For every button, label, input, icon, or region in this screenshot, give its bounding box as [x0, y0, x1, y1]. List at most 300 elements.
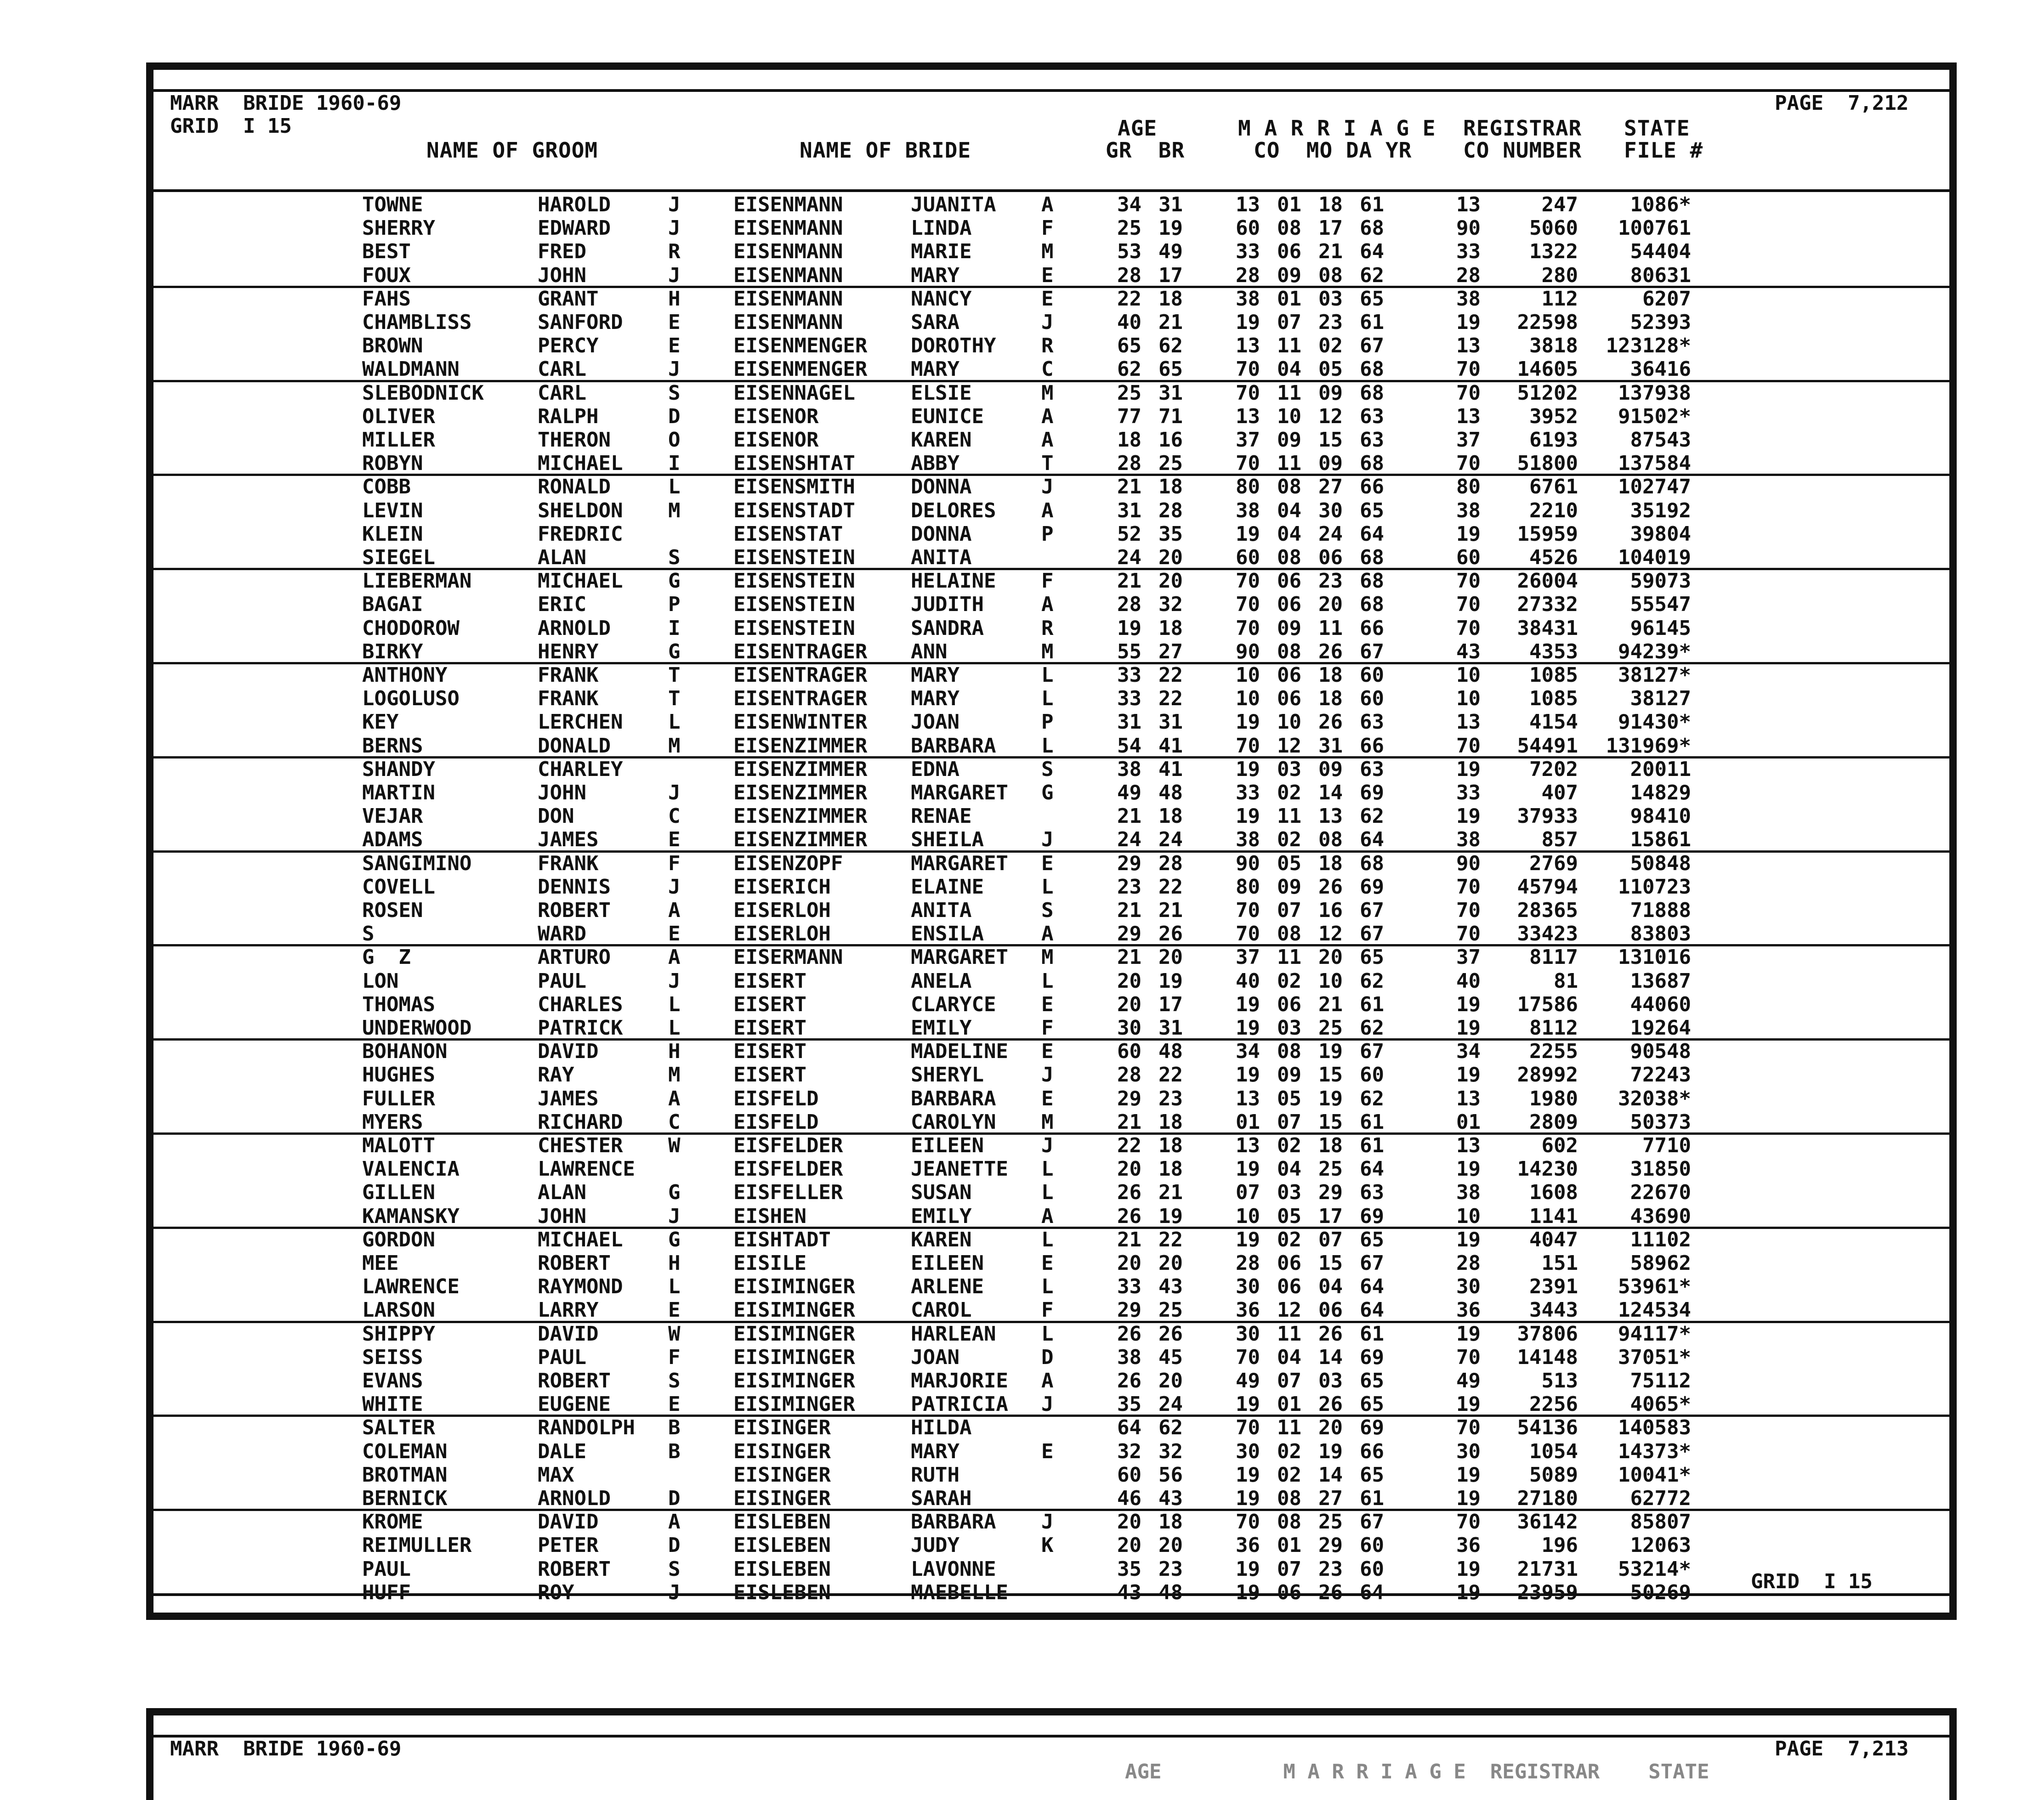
registrar-county: 43 — [1456, 640, 1481, 663]
marriage-month: 08 — [1277, 1040, 1301, 1064]
marriage-county: 19 — [1236, 1463, 1260, 1487]
bride-surname: EISENMANN — [733, 240, 843, 264]
marriage-county: 70 — [1236, 734, 1260, 758]
marriage-year: 68 — [1360, 452, 1384, 475]
table-row — [153, 357, 1949, 381]
bride-first-name: RUTH — [911, 1463, 960, 1487]
table-row — [153, 593, 1949, 616]
state-file-number: 85807 — [1630, 1510, 1691, 1534]
age-groom: 21 — [1117, 945, 1141, 969]
registrar-number: 22598 — [1517, 311, 1578, 334]
marriage-county: 13 — [1236, 334, 1260, 358]
groom-surname: BEST — [362, 240, 411, 264]
marriage-day: 03 — [1318, 1369, 1343, 1392]
registrar-number: 6193 — [1529, 428, 1578, 452]
marriage-year: 66 — [1360, 616, 1384, 640]
marriage-county: 33 — [1236, 240, 1260, 264]
bride-first-name: ANITA — [911, 546, 972, 569]
bride-surname: EISFELD — [733, 1110, 819, 1134]
groom-first-name: PAUL — [538, 969, 586, 993]
age-groom: 20 — [1117, 1510, 1141, 1534]
registrar-county: 19 — [1456, 522, 1481, 546]
marriage-day: 04 — [1318, 1275, 1343, 1299]
age-bride: 27 — [1158, 640, 1183, 663]
state-file-number: 13687 — [1630, 969, 1691, 993]
registrar-number: 54491 — [1517, 734, 1578, 758]
bride-first-name: SHERYL — [911, 1063, 984, 1087]
bride-first-name: MARY — [911, 663, 960, 687]
marriage-month: 02 — [1277, 1463, 1301, 1487]
groom-initial: I — [668, 616, 681, 640]
bride-first-name: MADELINE — [911, 1040, 1008, 1064]
age-bride: 19 — [1158, 1204, 1183, 1228]
marriage-month: 08 — [1277, 640, 1301, 663]
bride-initial: M — [1041, 640, 1054, 663]
marriage-year: 63 — [1360, 757, 1384, 781]
bride-surname: EISENSTEIN — [733, 593, 855, 617]
marriage-year: 66 — [1360, 475, 1384, 499]
table-row — [153, 1110, 1949, 1134]
groom-surname: CHAMBLISS — [362, 311, 472, 334]
groom-initial: R — [668, 240, 681, 264]
registrar-number: 17586 — [1517, 992, 1578, 1016]
bride-first-name: PATRICIA — [911, 1392, 1008, 1416]
groom-first-name: RANDOLPH — [538, 1416, 635, 1440]
marriage-day: 23 — [1318, 1557, 1343, 1581]
marriage-county: 70 — [1236, 1510, 1260, 1534]
bride-surname: EISERLOH — [733, 922, 831, 946]
marriage-month: 08 — [1277, 922, 1301, 946]
groom-surname: THOMAS — [362, 992, 435, 1016]
marriage-county: 70 — [1236, 381, 1260, 405]
registrar-number: 27332 — [1517, 593, 1578, 617]
table-row — [153, 216, 1949, 240]
registrar-county: 19 — [1456, 1580, 1481, 1604]
groom-first-name: LARRY — [538, 1298, 599, 1322]
groom-surname: SHERRY — [362, 216, 435, 240]
age-groom: 20 — [1117, 1534, 1141, 1557]
marriage-day: 15 — [1318, 428, 1343, 452]
bride-initial: G — [1041, 781, 1054, 804]
registrar-number: 4154 — [1529, 710, 1578, 734]
bride-surname: EISLEBEN — [733, 1510, 831, 1534]
groom-initial: J — [668, 1580, 681, 1604]
page-number: PAGE 7,212 — [1775, 91, 1909, 115]
groom-first-name: DALE — [538, 1439, 586, 1463]
bride-initial: L — [1041, 734, 1054, 758]
registrar-number: 23959 — [1517, 1580, 1578, 1604]
registrar-number: 28365 — [1517, 899, 1578, 922]
bride-surname: EISFELLER — [733, 1181, 843, 1205]
registrar-county: 13 — [1456, 193, 1481, 216]
marriage-day: 09 — [1318, 452, 1343, 475]
groom-surname: SLEBODNICK — [362, 381, 484, 405]
age-groom: 33 — [1117, 1275, 1141, 1299]
groom-first-name: JOHN — [538, 781, 586, 804]
bride-first-name: CAROLYN — [911, 1110, 996, 1134]
marriage-day: 03 — [1318, 287, 1343, 311]
age-bride: 26 — [1158, 922, 1183, 946]
bride-surname: EISLEBEN — [733, 1534, 831, 1557]
registrar-county: 90 — [1456, 851, 1481, 875]
groom-surname: FAHS — [362, 287, 411, 311]
bride-first-name: SANDRA — [911, 616, 984, 640]
bride-initial: A — [1041, 593, 1054, 617]
table-row — [153, 311, 1949, 334]
bride-first-name: JEANETTE — [911, 1157, 1008, 1181]
age-groom: 52 — [1117, 522, 1141, 546]
marriage-month: 06 — [1277, 593, 1301, 617]
registrar-number: 513 — [1541, 1369, 1578, 1392]
bride-surname: EISERT — [733, 969, 806, 993]
state-file-number: 35192 — [1630, 498, 1691, 522]
marriage-year: 64 — [1360, 1298, 1384, 1322]
age-bride: 32 — [1158, 1439, 1183, 1463]
state-file-number: 131016 — [1618, 945, 1691, 969]
age-bride: 28 — [1158, 851, 1183, 875]
registrar-county: 13 — [1456, 334, 1481, 358]
age-groom: 20 — [1117, 1157, 1141, 1181]
marriage-county: 40 — [1236, 969, 1260, 993]
marriage-county: 19 — [1236, 1063, 1260, 1087]
marriage-year: 64 — [1360, 1275, 1384, 1299]
age-bride: 18 — [1158, 287, 1183, 311]
marriage-month: 04 — [1277, 357, 1301, 381]
bride-first-name: RENAE — [911, 804, 972, 828]
bride-first-name: KAREN — [911, 1228, 972, 1251]
groom-first-name: RAY — [538, 1063, 574, 1087]
marriage-month: 06 — [1277, 1251, 1301, 1275]
groom-first-name: FRANK — [538, 663, 599, 687]
table-row — [153, 475, 1949, 498]
bride-first-name: MARIE — [911, 240, 972, 264]
registrar-county: 19 — [1456, 804, 1481, 828]
marriage-county: 90 — [1236, 640, 1260, 663]
table-row — [153, 640, 1949, 663]
groom-first-name: ARTURO — [538, 945, 611, 969]
age-groom: 64 — [1117, 1416, 1141, 1440]
groom-surname: BROTMAN — [362, 1463, 448, 1487]
bride-surname: EISENTRAGER — [733, 640, 868, 663]
groom-first-name: ALAN — [538, 1181, 586, 1205]
groom-surname: LEVIN — [362, 498, 423, 522]
bride-initial: L — [1041, 1157, 1054, 1181]
groom-surname: BERNS — [362, 734, 423, 758]
bride-first-name: EILEEN — [911, 1134, 984, 1157]
groom-initial: L — [668, 710, 681, 734]
groom-initial: A — [668, 1510, 681, 1534]
state-file-number: 39804 — [1630, 522, 1691, 546]
marriage-month: 02 — [1277, 1439, 1301, 1463]
marriage-year: 65 — [1360, 1228, 1384, 1251]
groom-initial: E — [668, 311, 681, 334]
registrar-county: 37 — [1456, 945, 1481, 969]
age-groom: 26 — [1117, 1181, 1141, 1205]
bride-surname: EISENMANN — [733, 193, 843, 216]
bride-surname: EISENSTEIN — [733, 616, 855, 640]
bride-initial: L — [1041, 687, 1054, 711]
groom-first-name: LERCHEN — [538, 710, 623, 734]
groom-surname: ADAMS — [362, 828, 423, 852]
bride-initial: F — [1041, 569, 1054, 593]
age-bride: 17 — [1158, 263, 1183, 287]
bride-initial: M — [1041, 381, 1054, 405]
table-row — [153, 922, 1949, 945]
marriage-month: 11 — [1277, 1322, 1301, 1346]
marriage-day: 25 — [1318, 1510, 1343, 1534]
groom-initial: B — [668, 1416, 681, 1440]
groom-surname: COBB — [362, 475, 411, 499]
marriage-month: 06 — [1277, 687, 1301, 711]
state-file-number: 58962 — [1630, 1251, 1691, 1275]
registrar-number: 1141 — [1529, 1204, 1578, 1228]
table-row — [153, 264, 1949, 287]
next-page-report-title: MARR BRIDE 1960-69 — [170, 1737, 402, 1760]
marriage-day: 30 — [1318, 498, 1343, 522]
state-file-number: 71888 — [1630, 899, 1691, 922]
bride-initial: J — [1041, 475, 1054, 499]
table-row — [153, 334, 1949, 357]
table-row — [153, 287, 1949, 311]
state-file-number: 50373 — [1630, 1110, 1691, 1134]
groom-surname: S — [362, 922, 375, 946]
groom-initial: L — [668, 475, 681, 499]
marriage-year: 68 — [1360, 381, 1384, 405]
registrar-number: 407 — [1541, 781, 1578, 804]
bride-first-name: ELSIE — [911, 381, 972, 405]
registrar-number: 4047 — [1529, 1228, 1578, 1251]
marriage-month: 11 — [1277, 804, 1301, 828]
registrar-county: 13 — [1456, 1087, 1481, 1110]
table-row — [153, 1322, 1949, 1346]
age-bride: 19 — [1158, 216, 1183, 240]
age-groom: 28 — [1117, 593, 1141, 617]
marriage-year: 62 — [1360, 1087, 1384, 1110]
bride-surname: EISENZIMMER — [733, 781, 868, 804]
bride-initial: A — [1041, 922, 1054, 946]
age-bride: 32 — [1158, 593, 1183, 617]
groom-first-name: RONALD — [538, 475, 611, 499]
footer-grid-label: GRID I 15 — [1751, 1570, 1873, 1593]
age-bride: 18 — [1158, 616, 1183, 640]
table-row — [153, 193, 1949, 216]
column-header-state: STATE — [1624, 116, 1690, 141]
marriage-month: 11 — [1277, 1416, 1301, 1440]
age-groom: 60 — [1117, 1040, 1141, 1064]
marriage-county: 60 — [1236, 216, 1260, 240]
groom-surname: KAMANSKY — [362, 1204, 460, 1228]
bride-first-name: SARAH — [911, 1487, 972, 1510]
registrar-number: 38431 — [1517, 616, 1578, 640]
age-bride: 22 — [1158, 687, 1183, 711]
groom-surname: ROSEN — [362, 899, 423, 922]
marriage-day: 10 — [1318, 969, 1343, 993]
age-groom: 21 — [1117, 1110, 1141, 1134]
groom-initial: E — [668, 334, 681, 358]
registrar-county: 70 — [1456, 452, 1481, 475]
marriage-day: 26 — [1318, 710, 1343, 734]
state-file-number: 38127* — [1618, 663, 1691, 687]
registrar-number: 45794 — [1517, 875, 1578, 899]
marriage-month: 02 — [1277, 781, 1301, 804]
bride-first-name: KAREN — [911, 428, 972, 452]
age-bride: 49 — [1158, 240, 1183, 264]
registrar-county: 19 — [1456, 1157, 1481, 1181]
bride-initial: E — [1041, 1251, 1054, 1275]
bride-surname: EISIMINGER — [733, 1392, 855, 1416]
groom-first-name: HENRY — [538, 640, 599, 663]
state-file-number: 110723 — [1618, 875, 1691, 899]
bride-surname: EISINGER — [733, 1439, 831, 1463]
marriage-day: 23 — [1318, 569, 1343, 593]
registrar-number: 4526 — [1529, 546, 1578, 569]
bride-first-name: JOAN — [911, 1345, 960, 1369]
report-title: MARR BRIDE 1960-69 — [170, 91, 402, 115]
groom-initial: O — [668, 428, 681, 452]
age-groom: 40 — [1117, 311, 1141, 334]
registrar-county: 36 — [1456, 1534, 1481, 1557]
marriage-year: 67 — [1360, 899, 1384, 922]
age-bride: 19 — [1158, 969, 1183, 993]
bride-surname: EISINGER — [733, 1463, 831, 1487]
groom-first-name: SANFORD — [538, 311, 623, 334]
groom-surname: LOGOLUSO — [362, 687, 460, 711]
registrar-county: 49 — [1456, 1369, 1481, 1392]
groom-surname: VEJAR — [362, 804, 423, 828]
age-bride: 31 — [1158, 381, 1183, 405]
age-groom: 55 — [1117, 640, 1141, 663]
bride-surname: EISENSMITH — [733, 475, 855, 499]
age-groom: 26 — [1117, 1369, 1141, 1392]
age-bride: 43 — [1158, 1487, 1183, 1510]
groom-initial: J — [668, 216, 681, 240]
table-row — [153, 969, 1949, 993]
groom-surname: FULLER — [362, 1087, 435, 1110]
registrar-county: 13 — [1456, 1134, 1481, 1157]
marriage-day: 17 — [1318, 216, 1343, 240]
marriage-month: 08 — [1277, 475, 1301, 499]
state-file-number: 37051* — [1618, 1345, 1691, 1369]
registrar-number: 4353 — [1529, 640, 1578, 663]
bride-initial: E — [1041, 1087, 1054, 1110]
marriage-day: 21 — [1318, 992, 1343, 1016]
marriage-month: 09 — [1277, 1063, 1301, 1087]
bride-surname: EISHEN — [733, 1204, 806, 1228]
registrar-county: 38 — [1456, 498, 1481, 522]
age-bride: 16 — [1158, 428, 1183, 452]
registrar-county: 60 — [1456, 546, 1481, 569]
registrar-number: 2769 — [1529, 851, 1578, 875]
marriage-year: 65 — [1360, 1392, 1384, 1416]
marriage-year: 67 — [1360, 1251, 1384, 1275]
marriage-month: 05 — [1277, 851, 1301, 875]
state-file-number: 62772 — [1630, 1487, 1691, 1510]
registrar-number: 1085 — [1529, 663, 1578, 687]
groom-surname: TOWNE — [362, 193, 423, 216]
marriage-month: 05 — [1277, 1204, 1301, 1228]
state-file-number: 98410 — [1630, 804, 1691, 828]
groom-first-name: DAVID — [538, 1322, 599, 1346]
marriage-county: 10 — [1236, 1204, 1260, 1228]
marriage-year: 64 — [1360, 828, 1384, 852]
bride-first-name: BARBARA — [911, 1087, 996, 1110]
marriage-day: 15 — [1318, 1063, 1343, 1087]
groom-initial: S — [668, 381, 681, 405]
marriage-day: 16 — [1318, 899, 1343, 922]
bride-surname: EISENZIMMER — [733, 757, 868, 781]
registrar-number: 36142 — [1517, 1510, 1578, 1534]
bride-first-name: EDNA — [911, 757, 960, 781]
bride-surname: EISLEBEN — [733, 1580, 831, 1604]
groom-surname: MALOTT — [362, 1134, 435, 1157]
table-row — [153, 381, 1949, 405]
marriage-day: 14 — [1318, 781, 1343, 804]
table-row — [153, 428, 1949, 452]
table-row — [153, 1016, 1949, 1040]
bride-first-name: EILEEN — [911, 1251, 984, 1275]
marriage-year: 64 — [1360, 1580, 1384, 1604]
marriage-month: 09 — [1277, 875, 1301, 899]
age-groom: 23 — [1117, 875, 1141, 899]
bride-initial: M — [1041, 1110, 1054, 1134]
bride-first-name: ANN — [911, 640, 948, 663]
bride-first-name: ARLENE — [911, 1275, 984, 1299]
table-row — [153, 1205, 1949, 1228]
bride-surname: EISENTRAGER — [733, 663, 868, 687]
age-groom: 28 — [1117, 1063, 1141, 1087]
bride-first-name: MARY — [911, 263, 960, 287]
age-groom: 19 — [1117, 616, 1141, 640]
state-file-number: 104019 — [1618, 546, 1691, 569]
bride-surname: EISERT — [733, 992, 806, 1016]
bride-first-name: MARY — [911, 687, 960, 711]
bride-surname: EISENOR — [733, 404, 819, 428]
groom-initial: H — [668, 1040, 681, 1064]
age-groom: 24 — [1117, 828, 1141, 852]
groom-initial: S — [668, 1557, 681, 1581]
marriage-county: 38 — [1236, 498, 1260, 522]
marriage-county: 33 — [1236, 781, 1260, 804]
marriage-month: 09 — [1277, 616, 1301, 640]
table-row — [153, 1228, 1949, 1251]
groom-first-name: THERON — [538, 428, 611, 452]
groom-first-name: GRANT — [538, 287, 599, 311]
groom-surname: OLIVER — [362, 404, 435, 428]
bride-first-name: SARA — [911, 311, 960, 334]
marriage-county: 60 — [1236, 546, 1260, 569]
bride-first-name: MARGARET — [911, 945, 1008, 969]
age-bride: 21 — [1158, 1181, 1183, 1205]
state-file-number: 4065* — [1630, 1392, 1691, 1416]
age-groom: 29 — [1117, 1087, 1141, 1110]
bride-surname: EISIMINGER — [733, 1322, 855, 1346]
age-bride: 20 — [1158, 945, 1183, 969]
registrar-county: 10 — [1456, 663, 1481, 687]
groom-first-name: ROY — [538, 1580, 574, 1604]
groom-first-name: DON — [538, 804, 574, 828]
groom-first-name: CARL — [538, 381, 586, 405]
marriage-year: 61 — [1360, 1487, 1384, 1510]
age-bride: 28 — [1158, 498, 1183, 522]
age-groom: 31 — [1117, 710, 1141, 734]
bride-initial: A — [1041, 1369, 1054, 1392]
groom-surname: HUFF — [362, 1580, 411, 1604]
groom-initial: D — [668, 404, 681, 428]
marriage-month: 11 — [1277, 334, 1301, 358]
groom-initial: S — [668, 546, 681, 569]
marriage-day: 25 — [1318, 1157, 1343, 1181]
marriage-month: 12 — [1277, 734, 1301, 758]
